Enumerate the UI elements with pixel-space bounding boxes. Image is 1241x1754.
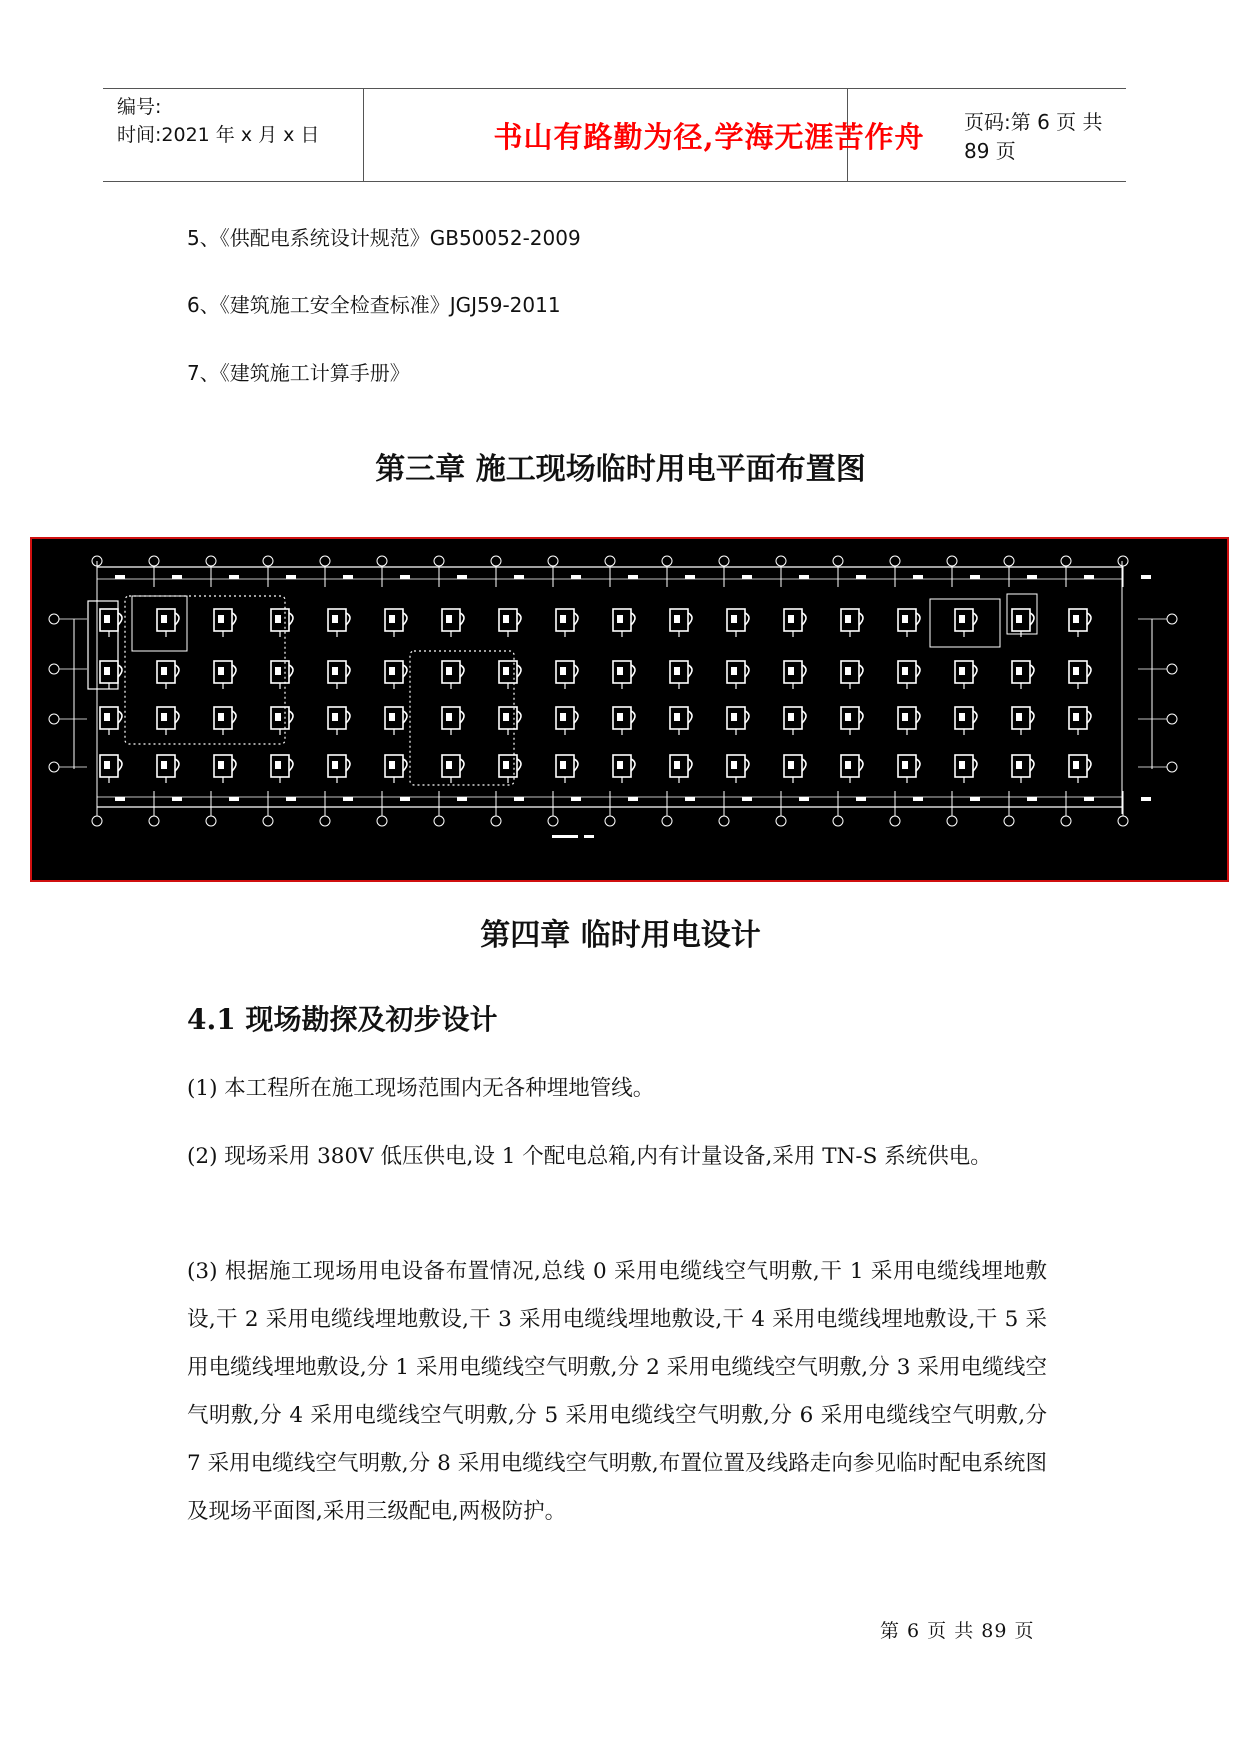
page-header xyxy=(103,88,1126,182)
reference-item: 6、《建筑施工安全检查标准》JGJ59-2011 xyxy=(187,293,561,317)
chapter-4-title: 第四章 临时用电设计 xyxy=(480,918,761,953)
reference-item: 7、《建筑施工计算手册》 xyxy=(187,361,410,385)
number-label: 编号: xyxy=(117,96,162,118)
header-divider xyxy=(363,89,364,181)
paragraph-2: (2) 现场采用 380V 低压供电,设 1 个配电总箱,内有计量设备,采用 TN-S 系统供电。 xyxy=(187,1144,992,1169)
time-label: 时间:2021 年 x 月 x 日 xyxy=(117,124,320,146)
paragraph-3: (3) 根据施工现场用电设备布置情况,总线 0 采用电缆线空气明敷,干 1 采用电缆线埋地敷设,干 2 采用电缆线埋地敷设,干 3 采用电缆线埋地敷设,干 4 采用电缆线埋地敷设,干 5 采用电缆线埋地敷设,分 1 采用电缆线空气明敷,分 2 采用电缆线空气明敷,分 3 采用电缆线空气明敷,分 4 采用电缆线空气明敷,分 5 采用电缆线空气明敷,分 6 采用电缆线空气明敷,分 7 采用电缆线空气明敷,分 8 采用电缆线空气明敷,布置位置及线路走向参见临时配电系统图及现场平面图,采用三级配电,两极防护。 xyxy=(187,1259,1047,1524)
chapter-3-title: 第三章 施工现场临时用电平面布置图 xyxy=(375,452,866,487)
header-motto: 书山有路勤为径,学海无涯苦作舟 xyxy=(493,119,925,154)
section-4-1-title: 4.1 现场勘探及初步设计 xyxy=(187,1003,498,1036)
reference-item: 5、《供配电系统设计规范》GB50052-2009 xyxy=(187,226,581,250)
page-footer: 第 6 页 共 89 页 xyxy=(880,1620,1035,1642)
header-info xyxy=(117,93,319,149)
header-page-code: 页码:第 6 页 共 89 页 xyxy=(964,110,1103,163)
site-plan-drawing xyxy=(30,537,1229,882)
site-plan-svg xyxy=(32,539,1227,880)
paragraph-1: (1) 本工程所在施工现场范围内无各种埋地管线。 xyxy=(187,1076,655,1101)
